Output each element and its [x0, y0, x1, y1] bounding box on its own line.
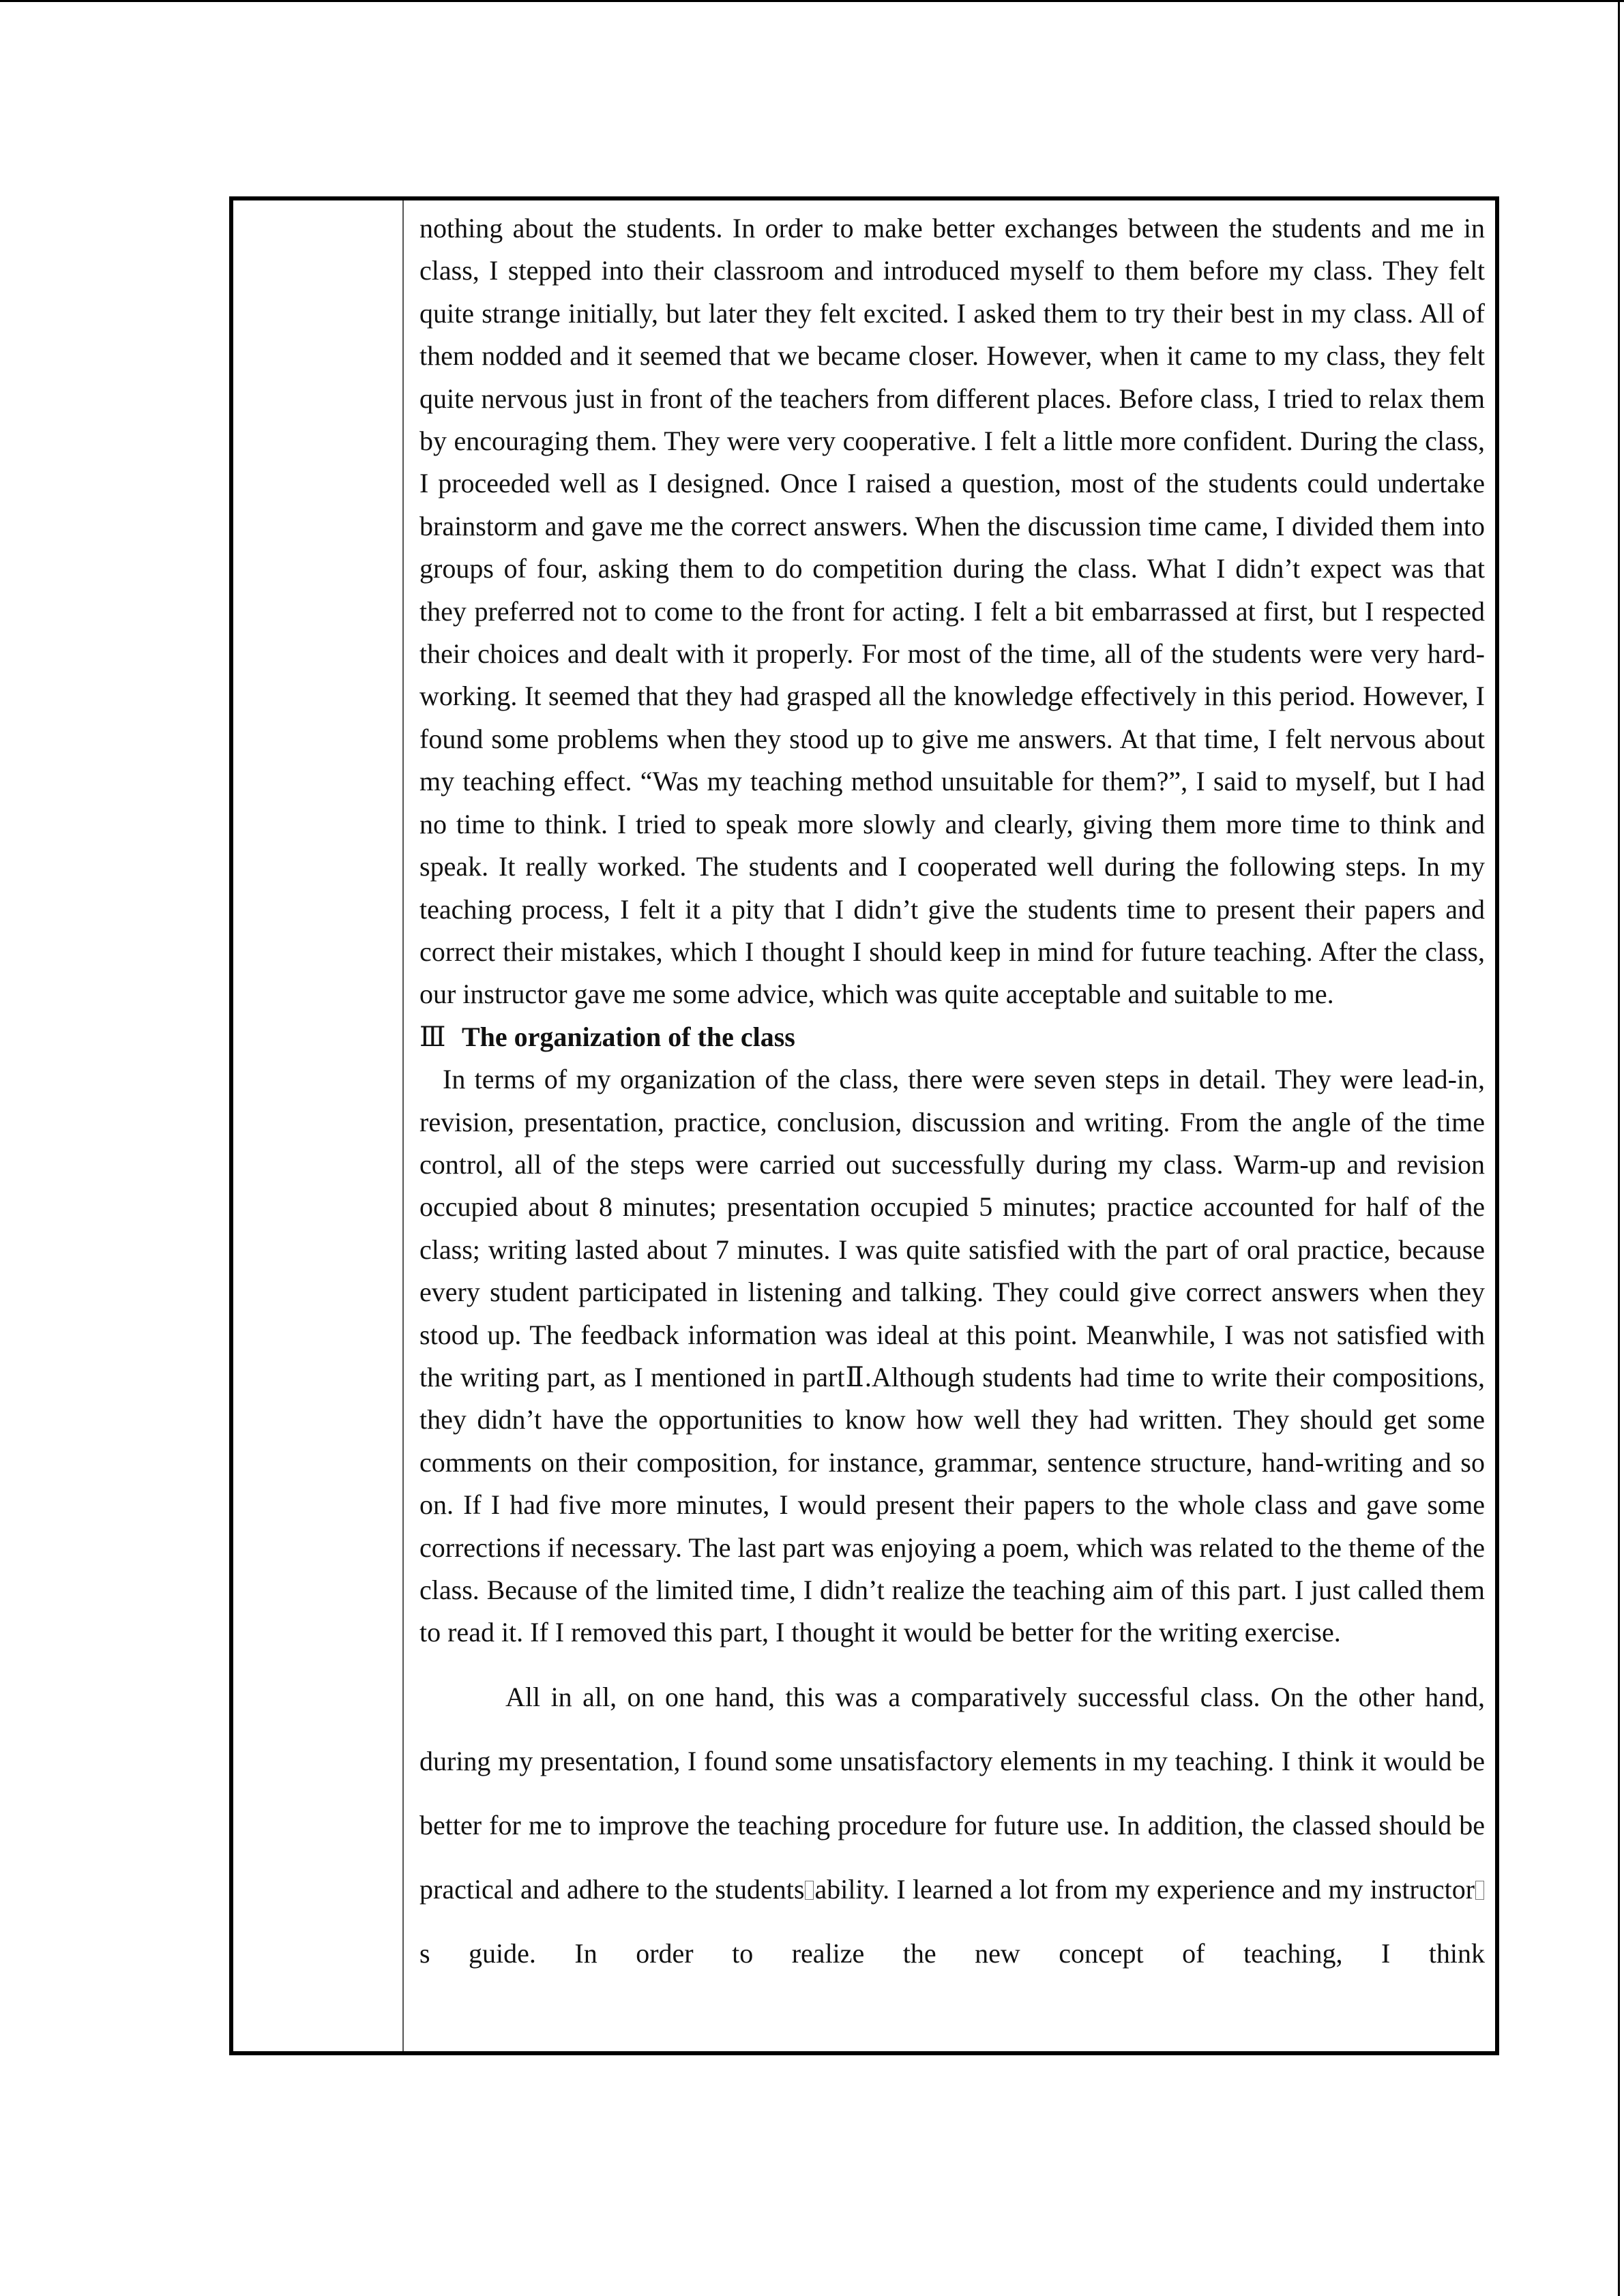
- conclusion-text-part-1: All in all, on one hand, this was a comparatively successful class. On the other hand, during my presentation, I found some unsatisfactory elements in my teaching. I think it would be better for me to improve the teaching procedure for future use. In addition, the classed should be practical and adhere to the students: [419, 1681, 1485, 1905]
- report-table: [229, 196, 1499, 2055]
- page-right-border: [1618, 0, 1620, 2296]
- conclusion-paragraph: [419, 1665, 1485, 1986]
- conclusion-text-part-3: s guide. In order to realize the new concept of teaching, I think: [419, 1937, 1485, 1969]
- classroom-experience-paragraph: nothing about the students. In order to make better exchanges between the students and me in class, I stepped into their classroom and introduced myself to them before my class. They felt quite strange initially, but later they felt excited. I asked them to try their best in my class. All of them nodded and it seemed that we became closer. However, when it came to my class, they felt quite nervous just in front of the teachers from different places. Before class, I tried to relax them by encouraging them. They were very cooperative. I felt a little more confident. During the class, I proceeded well as I designed. Once I raised a question, most of the students could undertake brainstorm and gave me the correct answers. When the discussion time came, I divided them into groups of four, asking them to do competition during the class. What I didn’t expect was that they preferred not to come to the front for acting. I felt a bit embarrassed at first, but I respected their choices and dealt with it properly. For most of the time, all of the students were very hard-working. It seemed that they had grasped all the knowledge effectively in this period. However, I found some problems when they stood up to give me answers. At that time, I felt nervous about my teaching effect. “Was my teaching method unsuitable for them?”, I said to myself, but I had no time to think. I tried to speak more slowly and clearly, giving them more time to think and speak. It really worked. The students and I cooperated well during the following steps. In my teaching process, I felt it a pity that I didn’t give the students time to present their papers and correct their mistakes, which I thought I should keep in mind for future teaching. After the class, our instructor gave me some advice, which was quite acceptable and suitable to me.: [419, 213, 1485, 1010]
- table-content-cell: [419, 200, 1485, 2051]
- section-heading: [419, 1016, 1485, 1058]
- missing-glyph-icon: [805, 1881, 814, 1900]
- class-organization-paragraph: In terms of my organization of the class, there were seven steps in detail. They were lead-in, revision, presentation, practice, conclusion, discussion and writing. From the angle of the time control, all of the steps were carried out successfully during my class. Warm-up and revision occupied about 8 minutes; presentation occupied 5 minutes; practice accounted for half of the class; writing lasted about 7 minutes. I was quite satisfied with the part of oral practice, because every student participated in listening and talking. They could give correct answers when they stood up. The feedback information was ideal at this point. Meanwhile, I was not satisfied with the writing part, as I mentioned in partⅡ.Although students had time to write their compositions, they didn’t have the opportunities to know how well they had written. They should get some comments on their composition, for instance, grammar, sentence structure, hand-writing and so on. If I had five more minutes, I would present their papers to the whole class and gave some corrections if necessary. The last part was enjoying a poem, which was related to the theme of the class. Because of the limited time, I didn’t realize the teaching aim of this part. I just called them to read it. If I removed this part, I thought it would be better for the writing exercise.: [419, 1064, 1485, 1648]
- page-top-border: [0, 0, 1624, 2]
- missing-glyph-icon: [1475, 1881, 1484, 1900]
- table-left-column: [233, 200, 404, 2051]
- section-title: The organization of the class: [462, 1021, 795, 1052]
- conclusion-text-part-2: ability. I learned a lot from my experience and my instructor: [814, 1873, 1475, 1905]
- section-numeral: Ⅲ: [419, 1021, 446, 1052]
